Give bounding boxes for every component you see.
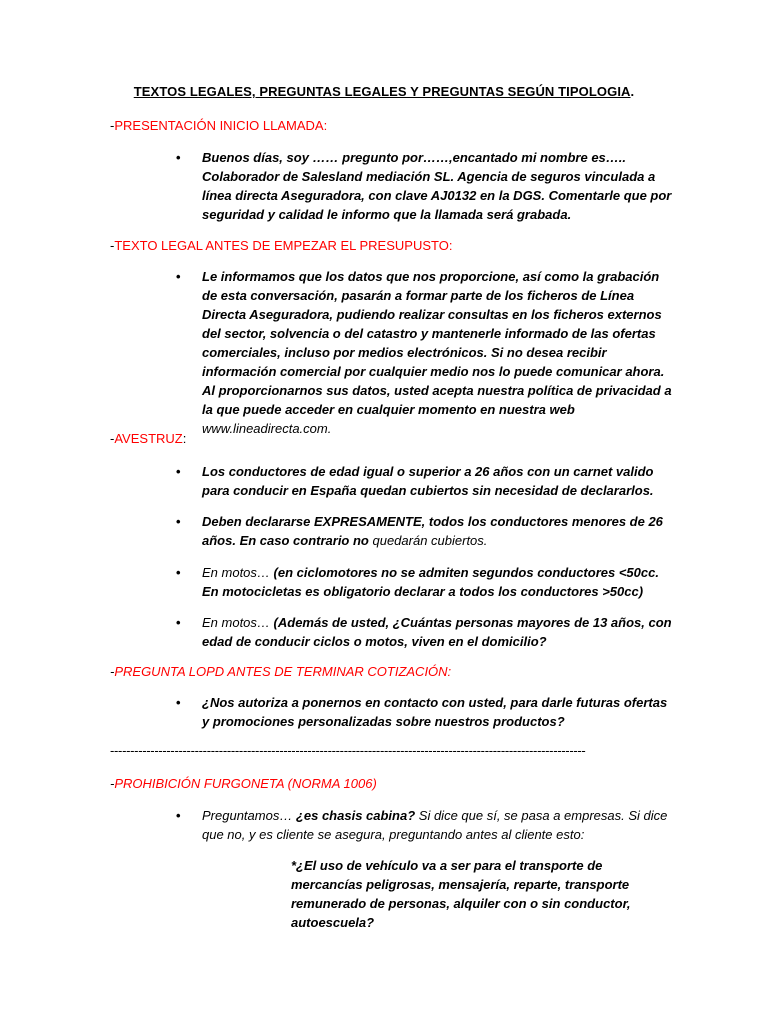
avestruz-paragraph-4-text: (Además de usted, ¿Cuántas personas mayores de 13 años, con edad de conducir ciclos o motos, viven en el domicilio? <box>202 615 672 649</box>
heading-dash: - <box>110 118 115 133</box>
heading-dash: - <box>110 776 115 791</box>
avestruz-paragraph-1: Los conductores de edad igual o superior a 26 años con un carnet valido para conducir en España quedan cubiertos sin necesidad de declararlos. <box>202 464 654 498</box>
document-title <box>0 84 768 99</box>
heading-texto-legal <box>110 238 452 253</box>
bullet-marker: • <box>176 150 181 165</box>
bullet-marker: • <box>176 615 181 630</box>
heading-text: PRESENTACIÓN INICIO LLAMADA: <box>114 118 328 133</box>
texto-legal-text: Le informamos que los datos que nos proporcione, así como la grabación de esta conversación, pasarán a formar parte de los ficheros de Línea Directa Aseguradora, pudiendo realizar consultas en los ficheros externos del sector, solvencia o del catastro y mantenerle informado de las ofertas comerciales, incluso por medios electrónicos. Si no desea recibir información comercial por cualquier medio nos lo puede comunicar ahora. Al proporcionarnos sus datos, usted acepta nuestra política de privacidad a la que puede acceder en cualquier momento en nuestra web <box>202 269 672 417</box>
heading-avestruz <box>110 431 186 446</box>
heading-presentacion <box>110 118 327 133</box>
document-title-text: TEXTOS LEGALES, PREGUNTAS LEGALES Y PREGUNTAS SEGÚN TIPOLOGIA <box>133 84 631 99</box>
avestruz-paragraph-2-text: Deben declararse EXPRESAMENTE, todos los conductores menores de 26 años. En caso contrario no <box>202 514 663 548</box>
furgoneta-sub-question: *¿El uso de vehículo va a ser para el transporte de mercancías peligrosas, mensajería, reparte, transporte remunerado de personas, alquiler con o sin conductor, autoescuela? <box>291 858 631 930</box>
heading-furgoneta <box>110 776 377 791</box>
heading-text: PREGUNTA LOPD ANTES DE TERMINAR COTIZACIÓN: <box>114 664 452 679</box>
heading-dash: - <box>110 431 115 446</box>
avestruz-paragraph-3-lead: En motos… <box>202 565 274 580</box>
furgoneta-question: ¿es chasis cabina? <box>295 808 416 823</box>
avestruz-paragraph-2-end: quedarán cubiertos. <box>372 533 488 548</box>
lineadirecta-link[interactable]: www.lineadirecta.com. <box>202 421 332 436</box>
avestruz-paragraph-4-lead: En motos… <box>202 615 274 630</box>
bullet-marker: • <box>176 808 181 823</box>
avestruz-paragraph-4 <box>202 613 672 651</box>
texto-legal-paragraph <box>202 267 672 438</box>
bullet-marker: • <box>176 514 181 529</box>
heading-text: PROHIBICIÓN FURGONETA (NORMA 1006) <box>114 776 377 791</box>
bullet-marker: • <box>176 464 181 479</box>
heading-dash: - <box>110 238 115 253</box>
heading-colon: : <box>182 431 187 446</box>
heading-lopd <box>110 664 451 679</box>
lopd-paragraph: ¿Nos autoriza a ponernos en contacto con usted, para darle futuras ofertas y promociones personalizadas sobre nuestros productos? <box>202 695 668 729</box>
dashed-separator: ---------------------------------------------------------------------------------------------------------------------- <box>110 743 586 758</box>
furgoneta-lead: Preguntamos… <box>202 808 296 823</box>
heading-dash: - <box>110 664 115 679</box>
bullet-marker: • <box>176 565 181 580</box>
bullet-marker: • <box>176 269 181 284</box>
heading-text: TEXTO LEGAL ANTES DE EMPEZAR EL PRESUPUSTO: <box>114 238 453 253</box>
bullet-marker: • <box>176 695 181 710</box>
furgoneta-rest: Si dice que sí, se pasa a empresas. Si dice que no, y es cliente se asegura, preguntando antes al cliente esto: <box>202 808 668 842</box>
furgoneta-paragraph <box>202 806 672 844</box>
avestruz-paragraph-3-text: (en ciclomotores no se admiten segundos conductores <50cc. En motocicletas es obligatorio declarar a todos los conductores >50cc) <box>202 565 659 599</box>
heading-text: AVESTRUZ <box>114 431 183 446</box>
avestruz-paragraph-2 <box>202 512 672 550</box>
document-title-period: . <box>630 84 635 99</box>
presentacion-paragraph: Buenos días, soy …… pregunto por……,encantado mi nombre es….. Colaborador de Salesland mediación SL. Agencia de seguros vinculada a línea directa Aseguradora, con clave AJ0132 en la DGS. Comentarle que por seguridad y calidad le informo que la llamada será grabada. <box>202 150 672 222</box>
avestruz-paragraph-3 <box>202 563 672 601</box>
